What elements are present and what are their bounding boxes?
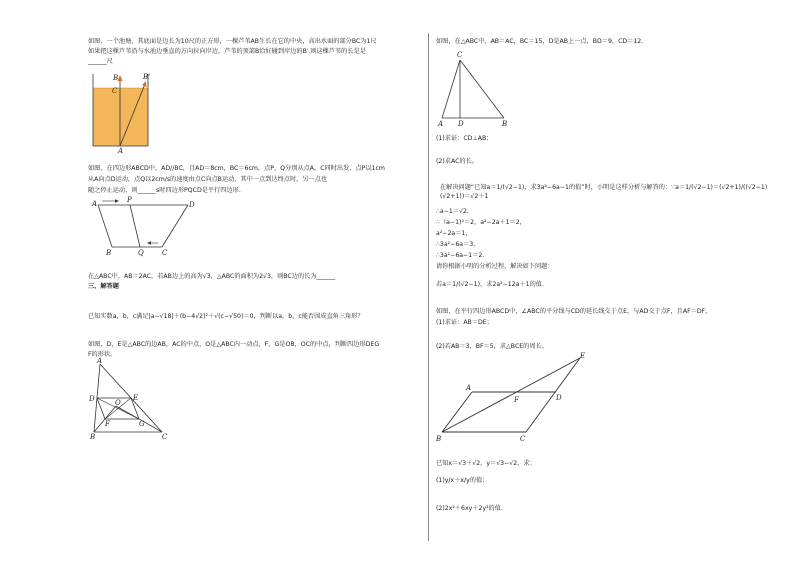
triangle-degf-figure xyxy=(88,357,170,442)
label-C: C xyxy=(162,433,168,441)
label-D: D xyxy=(189,201,195,209)
label-B: B xyxy=(436,435,442,443)
right-triangle-sub1: (1)求证：CD⊥AB； xyxy=(436,135,493,142)
xy-sub1: (1)y/x＋x/y的值； xyxy=(436,477,489,484)
right-triangle-question: 如图，在△ABC中，AB＝AC，BC＝15，D是AB上一点，BD＝9，CD＝12. xyxy=(436,38,644,45)
label-E: E xyxy=(133,394,139,402)
reading-question-line4: a²−2a＝1， xyxy=(436,230,472,237)
label-C: C xyxy=(112,87,118,95)
column-divider xyxy=(428,33,429,541)
bamboo-question-line3: ______尺 xyxy=(88,58,113,65)
xy-sub2: (2)2x²＋6xy＋2y²的值. xyxy=(436,505,503,512)
label-A: A xyxy=(118,147,124,155)
xy-question: 已知x＝√3＋√2，y＝√3−√2，求： xyxy=(436,460,536,467)
reading-question-line3: ∴（a−1)²＝2，a²−2a＋1＝2， xyxy=(436,219,526,226)
parallelogram-sub1: (1)求证：AB＝DE； xyxy=(436,319,493,326)
reading-question-line7: 请你根据小明的分析过程，解决如下问题： xyxy=(436,263,554,270)
degf-question-line1: 如图，D，E是△ABC的边AB，AC的中点，O是△ABC内一动点，F，G是OB，OC的中点，判断四边形DEG xyxy=(88,341,380,348)
bamboo-question-line1: 如图，一个池塘，其底面是边长为10尺的正方形，一棵芦苇AB生长在它的中央，高出水面的部分BC为1尺 xyxy=(88,38,377,45)
right-triangle-figure xyxy=(434,48,514,128)
section-heading: 三、解答题 xyxy=(88,283,119,290)
reading-question-line6: ∴3a²−6a−1＝2. xyxy=(436,252,485,259)
label-G: G xyxy=(139,420,145,428)
parallelogram-figure xyxy=(434,350,594,445)
quad-question-line2: 从A向点D运动，点Q以2cm/s的速度由点C向点B运动，其中一点到达终点时，另一点也 xyxy=(88,176,328,183)
right-triangle-sub2: (2)求AC的长。 xyxy=(436,158,478,165)
label-B: B xyxy=(113,74,119,82)
label-C: C xyxy=(457,51,463,59)
reading-question-line8: 若a＝1/(√2−1)，求2a²−12a＋1的值. xyxy=(436,281,544,288)
label-A: A xyxy=(97,357,103,365)
parallelogram-question: 如图，在平行四边形ABCD中，∠ABC的平分线与CD的延长线交于点E，与AD交于点F，且AF＝DF， xyxy=(436,308,712,315)
label-C: C xyxy=(162,249,168,257)
parallelogram-sub2: (2)若AB＝3，BF＝5，求△BCE的周长。 xyxy=(436,343,548,350)
label-B: B xyxy=(90,433,96,441)
quad-question-line1: 如图，在四边形ABCD中，AD//BC，且AD＝8cm，BC＝6cm，点P，Q分别从点A，C同时出发，点P以1cm xyxy=(88,165,385,172)
label-B: B xyxy=(106,249,112,257)
label-E: E xyxy=(580,352,586,360)
label-B-prime: B' xyxy=(143,73,151,81)
pond-figure xyxy=(90,70,160,155)
label-C: C xyxy=(520,435,526,443)
label-Q: Q xyxy=(138,249,144,257)
triangle-question: 在△ABC中，AB＝2AC，若AB边上的高为√3，△ABC的面积为2√3，则BC边的长为______ xyxy=(88,273,336,280)
label-P: P xyxy=(127,196,132,204)
reading-question-line2: ∴a−1＝√2， xyxy=(436,208,474,215)
degf-question-line2: F的形状。 xyxy=(88,351,117,358)
bamboo-question-line2: 如果把这棵芦苇沿与水池边垂直的方向拉向岸边，芦苇的顶部B恰好碰到岸边的B′.则这棵芦苇的长是是 xyxy=(88,48,366,55)
abc-question: 已知实数a，b，c满足|a−√18|＋(b−4√2)²＋√(c−√50)＝0，判断以a，b，c能否围成直角三角形？ xyxy=(88,313,364,320)
quad-question-line3: 随之停止运动，则______s时四边形PQCD是平行四边形. xyxy=(88,187,241,194)
label-F: F xyxy=(514,396,519,404)
label-A: A xyxy=(466,384,472,392)
label-A: A xyxy=(438,120,444,128)
label-O: O xyxy=(115,399,121,407)
label-F: F xyxy=(105,420,110,428)
label-D: D xyxy=(556,394,562,402)
reading-question-line1: 在解决问题“已知a＝1/(√2−1)，求3a²−6a−1的值”时，小明是这样分析与解答的：∵a＝1/(√2−1)＝(√2+1)/((√2−1)(√2+1))＝√2＋1 xyxy=(440,184,768,200)
label-D: D xyxy=(458,120,464,128)
trapezoid-figure xyxy=(92,197,202,259)
label-A: A xyxy=(92,200,98,208)
reading-question-line5: ∴3a²−6a＝3， xyxy=(436,241,480,248)
label-D: D xyxy=(89,395,95,403)
label-B: B xyxy=(502,120,508,128)
